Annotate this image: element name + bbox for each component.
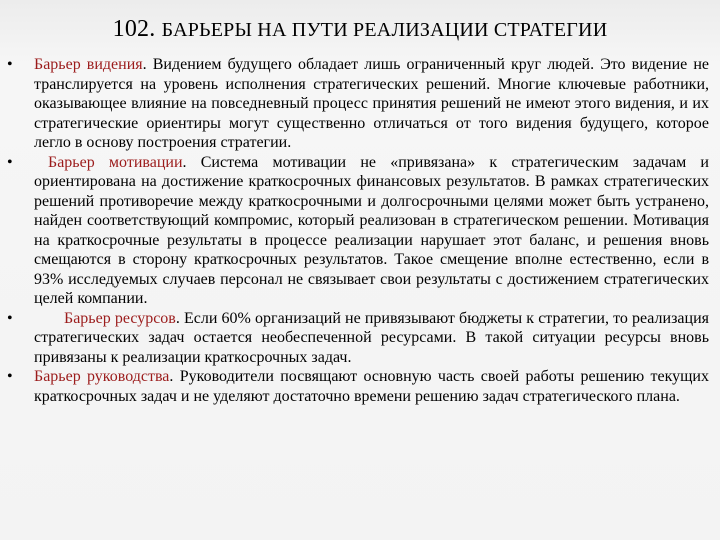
barrier-lead-vision: Барьер видения: [34, 56, 143, 73]
barrier-text-resources: . Если 60% организаций не привязывают бюджеты к стратегии, то реализация стратегических задач остается необеспеченной ресурсами. В такой ситуации ресурсы вновь привязаны к реализации краткосрочных задач.: [34, 309, 710, 366]
barrier-item-vision: [0, 55, 720, 153]
barrier-text-leadership: . Руководители посвящают основную часть своей работы решению текущих краткосрочных задач и не уделяют достаточно времени решению задач стратегического плана.: [34, 368, 709, 405]
slide-title: [0, 14, 720, 45]
slide-heading: БАРЬЕРЫ НА ПУТИ РЕАЛИЗАЦИИ СТРАТЕГИИ: [161, 19, 608, 41]
barrier-lead-leadership: Барьер руководства: [34, 368, 170, 385]
barrier-item-motivation: [0, 153, 720, 309]
barrier-list: [0, 55, 720, 406]
barrier-text-vision: . Видением будущего обладает лишь ограниченный круг людей. Это видение не транслируется на уровень исполнения стратегических решений. Многие ключевые работники, оказывающее влияние на повседневный процесс принятия решений не имеют этого видения, и их стратегические ориентиры могут существенно отличаться от того видения будущего, которое легло в основу построения стратегии.: [34, 56, 709, 151]
bullet-icon: •: [7, 153, 13, 171]
barrier-text-motivation: . Система мотивации не «привязана» к стратегическим задачам и ориентирована на достижение краткосрочных финансовых результатов. В рамках стратегических решений противоречие между краткосрочными и долгосрочными целями может быть устранено, найден соответствующий компромис, который реализован в стратегическом решении. Мотивация на краткосрочные результаты в процессе реализации нарушает этот баланс, и решения вновь смещаются в сторону краткосрочных результатов. Такое смещение вполне естественно, если в 93% исследуемых случаев персонал не связывает свои результаты с достижением стратегических целей компании.: [34, 153, 709, 307]
bullet-icon: •: [7, 56, 13, 73]
bullet-icon: •: [7, 368, 13, 385]
barrier-lead-resources: Барьер ресурсов: [64, 309, 176, 327]
barrier-item-resources: [0, 309, 720, 368]
slide-number: 102.: [112, 16, 156, 42]
bullet-icon: •: [7, 309, 13, 327]
barrier-item-leadership: [0, 367, 720, 406]
barrier-lead-motivation: Барьер мотивации: [48, 153, 183, 171]
